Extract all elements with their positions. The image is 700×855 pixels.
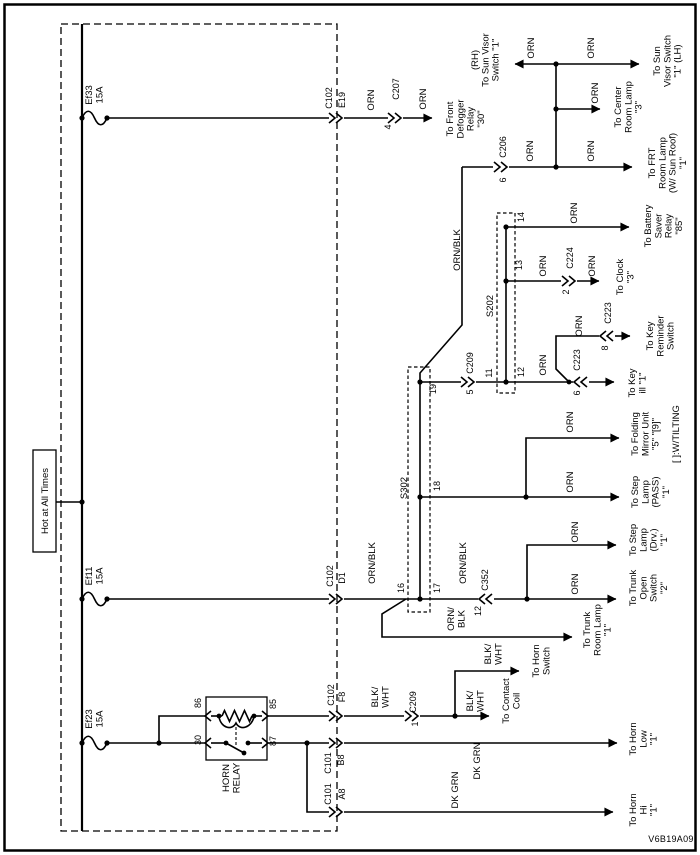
connector-c223-8-name: C223 [603, 302, 613, 324]
connector-c209-5-pin: 5 [465, 389, 475, 395]
wire-color-label: ORN/BLK [446, 607, 468, 631]
dest-step-lamp-pass: To StepLamp(PASS)"1" [630, 475, 672, 509]
dest-sun-visor-lh: To SunVisor Switch"1" (LH) [652, 34, 684, 88]
connector-f8-pin: F8 [337, 691, 347, 703]
splice-pin-19: 19 [428, 383, 438, 395]
wire-color-label: ORN [538, 354, 549, 376]
connector-c223-6-name: C223 [572, 349, 582, 371]
junction-dot [417, 379, 422, 384]
connector-c209-5-icon [461, 377, 474, 387]
splice-s202-label: S202 [485, 294, 496, 318]
splice-pin-12: 12 [516, 366, 526, 378]
connector-c206-name: C206 [498, 136, 508, 158]
fuse-symbol [82, 111, 107, 125]
fuse-ef11 [79, 567, 109, 606]
splice-pin-18: 18 [432, 480, 442, 492]
relay-pin-86: 86 [193, 697, 203, 709]
wire-color-label: ORN/BLK [367, 542, 378, 584]
wire-color-label: DK GRN [450, 771, 461, 809]
wire-color-label: ORN [570, 521, 581, 543]
circuit-horn [268, 643, 660, 827]
splice-s302-label: S302 [399, 476, 410, 500]
splice-pin-11: 11 [484, 368, 494, 378]
wire-color-label: ORN [565, 411, 576, 433]
connector-b8-pin: B8 [336, 754, 346, 766]
dest-key-reminder-switch: To KeyReminderSwitch [645, 315, 677, 357]
connector-c223-8-pin: 8 [600, 345, 610, 351]
connector-c209-5-name: C209 [465, 352, 475, 374]
wire-color-label: ORN [590, 82, 601, 104]
dest-horn-low: To HornLow"1" [628, 722, 660, 756]
connector-c352-name: C352 [480, 569, 490, 591]
fuse-panel [61, 24, 337, 831]
wire-color-label: ORN/BLK [452, 229, 463, 271]
splice-pin-16: 16 [396, 582, 406, 594]
dest-horn-hi: To HornHi"1" [628, 793, 660, 827]
dest-sun-visor-rh: (RH)To Sun VisorSwitch "1" [470, 33, 502, 87]
power-source-label [33, 450, 85, 552]
connector-c224-icon [562, 276, 575, 286]
fuse-ef23-label: Ef2315A [84, 709, 106, 729]
connector-b8-icon [329, 738, 342, 748]
horn-relay-label: HORNRELAY [221, 762, 243, 794]
connector-c207-name: C207 [391, 78, 401, 100]
wire-color-label: ORN [565, 471, 576, 493]
fuse-ef33 [79, 85, 109, 125]
connector-c224-name: C224 [565, 247, 575, 269]
connector-c206-icon [494, 162, 507, 172]
circuit-defogger [107, 78, 487, 138]
wire-color-label: ORN [538, 255, 549, 277]
wire-color-label: DK GRN [472, 742, 483, 780]
connector-a8-name: C101 [323, 783, 333, 805]
connector-c207-icon [388, 113, 401, 123]
relay-pin-30: 30 [193, 734, 203, 746]
connector-d1-icon [329, 594, 342, 604]
connector-c206-pin: 6 [498, 177, 508, 183]
connector-d1-name: C102 [325, 565, 335, 587]
wire-color-label: ORN [586, 37, 597, 59]
fuse-ef33-label: Ef3315A [84, 85, 106, 105]
dest-step-lamp-drv: To StepLamp(Drv.)"1" [628, 523, 670, 557]
dest-front-defogger-relay: To FrontDefoggerRelay"30" [445, 99, 487, 139]
dest-frt-room-lamp: To FRTRoom Lamp(W/ Sun Roof)"1" [647, 132, 689, 194]
relay-switch-arm [226, 743, 244, 753]
connector-e19-name: C102 [324, 87, 334, 109]
splice-pin-17: 17 [432, 582, 442, 594]
dest-clock: To Clock"3" [615, 258, 637, 296]
connector-a8-icon [329, 807, 342, 817]
dest-folding-mirror: To FoldingMirror Unit"5" "[9]" [630, 411, 662, 457]
wire-color-label: ORN [586, 140, 597, 162]
fuse-symbol [82, 592, 107, 606]
power-label: Hot at All Times [40, 468, 51, 534]
dest-trunk-room-lamp: To TrunkRoom Lamp"1" [582, 604, 614, 656]
wire-color-label: BLK/WHT [483, 643, 505, 665]
connector-c207-pin: 4 [383, 124, 393, 130]
connector-c223-6-icon [574, 377, 587, 387]
relay-pin-85: 85 [268, 698, 278, 710]
wire-color-label: ORN [569, 202, 580, 224]
wire-color-label: ORN [587, 255, 598, 277]
connector-e19-icon [329, 113, 342, 123]
connector-f8-name: C102 [326, 684, 336, 706]
splice-s302 [107, 367, 682, 656]
connector-d1-pin: D1 [337, 572, 347, 584]
dest-key-ill: To Keyill "1" [627, 368, 649, 398]
connector-e19-pin: E19 [337, 91, 347, 109]
wire-color-label: ORN [366, 89, 377, 111]
wire-color-label: BLK/WHT [465, 690, 487, 712]
dest-horn-switch: To HornSwitch [531, 644, 553, 678]
page-border [5, 5, 696, 851]
wire-color-label: ORN [526, 37, 537, 59]
horn-relay [107, 697, 278, 793]
wire-to-trunk-room-lamp [382, 599, 572, 637]
wire-color-label: BLK/WHT [370, 686, 392, 708]
fuse-ef11-label: Ef1115A [84, 566, 106, 586]
connector-c209-1-pin: 1 [410, 721, 420, 727]
fuse-ef23 [79, 709, 109, 750]
wire-color-label: ORN [574, 315, 585, 337]
connector-c209-1-name: C209 [408, 691, 418, 713]
splice-pin-14: 14 [516, 211, 526, 223]
junction-dot [242, 751, 247, 756]
connector-b8-name: C101 [323, 752, 333, 774]
dest-trunk-open-switch: To TrunkOpenSwitch"2" [628, 569, 670, 607]
connector-c223-8-icon [600, 331, 613, 341]
dest-contact-coil: To ContactCoil [501, 678, 523, 724]
wire-color-label: ORN [570, 573, 581, 595]
connector-c352-icon [479, 594, 492, 604]
connector-c224-pin: 2 [561, 289, 571, 295]
wire-color-label: ORN [525, 140, 536, 162]
dest-center-room-lamp: To CenterRoom Lamp"3" [613, 81, 645, 133]
fuse-symbol [82, 736, 107, 750]
connector-c223-6-pin: 6 [572, 390, 582, 396]
junction-dot [79, 499, 84, 504]
connector-c352-pin: 12 [473, 605, 483, 617]
splice-pin-13: 13 [514, 259, 524, 271]
relay-pin-87: 87 [268, 735, 278, 747]
relay-coil-resistor [222, 711, 252, 722]
fuse-panel-outline [61, 24, 337, 831]
dest-battery-saver-relay: To BatterySaverRelay"85" [643, 204, 685, 248]
wire-color-label: ORN/BLK [458, 542, 469, 584]
diagram-code: V6B19A09 [648, 834, 694, 844]
note-w-tilting: [ ]:W/TILTING [671, 405, 682, 463]
splice-s302-outline [408, 367, 430, 612]
connector-f8-icon [329, 711, 342, 721]
wire-color-label: ORN [418, 88, 429, 110]
connector-a8-pin: A8 [337, 788, 347, 800]
